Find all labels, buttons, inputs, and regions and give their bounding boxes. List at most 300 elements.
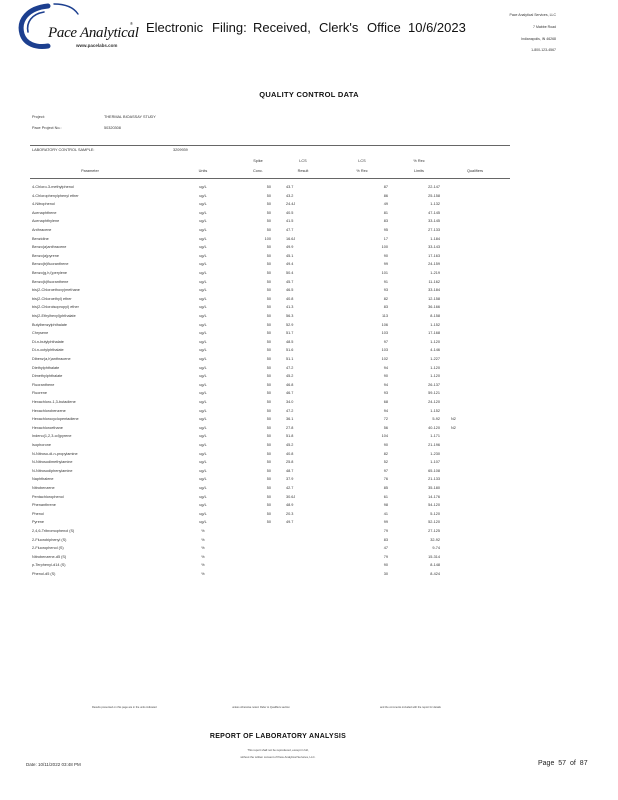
lcs-result-cell: 24.4J (286, 202, 296, 207)
parameter-cell: Benzo(b)fluoranthene (32, 262, 69, 267)
pct-rec-cell: 90 (383, 253, 388, 258)
col-header-lcs: LCS (299, 159, 307, 163)
pct-rec-cell: 93 (383, 288, 388, 293)
lcs-result-cell: 16.6J (286, 236, 296, 241)
table-row (0, 372, 618, 381)
table-row (0, 269, 618, 278)
units-cell: ug/L (199, 322, 207, 327)
spike-conc-cell: 100 (264, 236, 271, 241)
rec-limits-cell: 14-176 (428, 494, 440, 499)
lcs-result-cell: 46.7 (286, 391, 294, 396)
rec-limits-cell: 1-171 (430, 434, 440, 439)
pct-rec-cell: 17 (383, 236, 388, 241)
units-cell: % (201, 529, 205, 533)
rec-limits-cell: 1-219 (430, 271, 440, 275)
disclaimer-line-1: This report shall not be reproduced, except in full, (247, 748, 309, 752)
rec-limits-cell: 59-121 (428, 391, 440, 396)
units-cell: ug/L (199, 486, 207, 490)
spike-conc-cell: 50 (266, 193, 271, 198)
rec-limits-cell: 22-147 (428, 185, 440, 189)
pct-rec-cell: 83 (383, 219, 388, 224)
units-cell: ug/L (199, 400, 207, 404)
parameter-cell: Phenol-d5 (S) (32, 572, 56, 576)
table-row (0, 536, 618, 545)
units-cell: ug/L (199, 210, 207, 215)
table-row (0, 458, 618, 467)
project-label: Project: (32, 115, 45, 119)
lcs-result-cell: 47.2 (286, 408, 294, 413)
table-row (0, 260, 618, 269)
lcs-result-cell: 41.3 (286, 305, 294, 310)
spike-conc-cell: 50 (266, 202, 271, 207)
table-row (0, 346, 618, 355)
spike-conc-cell: 50 (266, 253, 271, 258)
spike-conc-cell: 50 (266, 348, 271, 353)
units-cell: ug/L (199, 236, 207, 241)
pct-rec-cell: 68 (383, 400, 388, 404)
pct-rec-cell: 99 (383, 520, 388, 525)
lcs-result-cell: 20.3 (286, 511, 294, 516)
trademark-symbol: ® (130, 21, 133, 26)
parameter-cell: Naphthalene (32, 477, 54, 482)
parameter-cell: bis(2-Chloroethyl) ether (32, 296, 72, 301)
company-name: Pace Analytical Services, LLC (509, 13, 556, 17)
units-cell: ug/L (199, 451, 207, 456)
lcs-result-cell: 40.8 (286, 296, 294, 301)
table-row (0, 226, 618, 235)
parameter-cell: bis(2-Ethylhexyl)phthalate (32, 314, 76, 318)
note-text-3: and the comments included with the report for details (380, 706, 441, 709)
rec-limits-cell: 15-314 (428, 554, 440, 559)
parameter-cell: Benzo(g,h,i)perylene (32, 271, 68, 275)
note-text-2: unless otherwise noted. Refer to Qualifiers section (232, 706, 290, 709)
pct-rec-cell: 61 (383, 494, 388, 499)
spike-conc-cell: 50 (266, 425, 271, 430)
units-cell: ug/L (199, 434, 207, 439)
rec-limits-cell: 1-107 (430, 460, 440, 465)
rec-limits-cell: 52-120 (428, 520, 440, 525)
table-row (0, 518, 618, 527)
lcs-sample-id: 3209939 (173, 148, 188, 152)
pct-rec-cell: 86 (383, 193, 388, 198)
table-row (0, 415, 618, 424)
lcs-result-cell: 48.9 (286, 503, 294, 508)
units-cell: ug/L (199, 279, 207, 284)
units-cell: % (201, 563, 205, 568)
parameter-cell: Benzidine (32, 236, 49, 241)
filing-date: 10/6/2023 (408, 20, 466, 35)
filing-word-office: Office (367, 20, 401, 35)
pct-rec-cell: 103 (381, 348, 388, 353)
pct-rec-cell: 82 (383, 451, 388, 456)
units-cell: ug/L (199, 228, 207, 232)
rec-limits-cell: 1-120 (430, 339, 440, 344)
spike-conc-cell: 50 (266, 451, 271, 456)
lcs-result-cell: 45.1 (286, 253, 294, 258)
lcs-result-cell: 36.1 (286, 417, 294, 422)
lcs-result-cell: 51.7 (286, 331, 294, 336)
parameter-cell: Pyrene (32, 520, 45, 525)
units-cell: ug/L (199, 408, 207, 413)
pct-rec-cell: 101 (381, 271, 388, 275)
rec-limits-cell: 24-159 (428, 262, 440, 267)
rec-limits-cell: 33-184 (428, 288, 440, 293)
lcs-result-cell: 48.5 (286, 339, 294, 344)
lcs-result-cell: 47.2 (286, 365, 294, 370)
rec-limits-cell: 27-125 (428, 529, 440, 533)
header-divider (30, 178, 510, 179)
table-row (0, 303, 618, 312)
pct-rec-cell: 87 (383, 185, 388, 189)
lcs-result-cell: 30.6J (286, 494, 296, 499)
units-cell: ug/L (199, 468, 207, 473)
spike-conc-cell: 50 (266, 434, 271, 439)
rec-limits-cell: 11-162 (428, 279, 440, 284)
table-row (0, 209, 618, 218)
table-row (0, 338, 618, 347)
units-cell: ug/L (199, 520, 207, 525)
units-cell: ug/L (199, 391, 207, 396)
col-header-result: Result (297, 169, 309, 173)
spike-conc-cell: 50 (266, 288, 271, 293)
parameter-cell: Dimethylphthalate (32, 374, 63, 379)
parameter-cell: Anthracene (32, 228, 52, 232)
rec-limits-cell: 5-120 (430, 511, 440, 516)
units-cell: ug/L (199, 417, 207, 422)
rec-limits-cell: 1-184 (430, 236, 440, 241)
table-row (0, 544, 618, 553)
units-cell: ug/L (199, 365, 207, 370)
table-row (0, 286, 618, 295)
pct-rec-cell: 99 (383, 262, 388, 267)
spike-conc-cell: 50 (266, 511, 271, 516)
parameter-cell: Nitrobenzene (32, 486, 55, 490)
spike-conc-cell: 50 (266, 365, 271, 370)
report-title: REPORT OF LABORATORY ANALYSIS (209, 733, 347, 740)
units-cell: ug/L (199, 288, 207, 293)
lcs-result-cell: 43.7 (286, 185, 294, 189)
spike-conc-cell: 50 (266, 322, 271, 327)
parameter-cell: 4-Chlorophenylphenyl ether (32, 193, 79, 198)
rec-limits-cell: 36-166 (428, 305, 440, 310)
spike-conc-cell: 50 (266, 486, 271, 490)
units-cell: ug/L (199, 202, 207, 207)
units-cell: ug/L (199, 314, 207, 318)
pct-rec-cell: 98 (383, 503, 388, 508)
filing-word-filing: Filing: (212, 20, 247, 35)
table-row (0, 493, 618, 502)
parameter-cell: 2-Fluorophenol (S) (32, 546, 64, 551)
spike-conc-cell: 50 (266, 245, 271, 250)
table-row (0, 553, 618, 562)
spike-conc-cell: 50 (266, 357, 271, 361)
rec-limits-cell: 1-132 (430, 202, 440, 207)
table-row (0, 235, 618, 244)
table-row (0, 475, 618, 484)
table-row (0, 561, 618, 570)
rec-limits-cell: 1-152 (430, 408, 440, 413)
rec-limits-cell: 33-143 (428, 245, 440, 250)
lcs-result-cell: 37.9 (286, 477, 294, 482)
spike-conc-cell: 50 (266, 520, 271, 525)
units-cell: ug/L (199, 425, 207, 430)
parameter-cell: N-Nitrosodimethylamine (32, 460, 73, 465)
lcs-result-cell: 41.5 (286, 219, 294, 224)
spike-conc-cell: 50 (266, 374, 271, 379)
parameter-cell: Di-n-butylphthalate (32, 339, 64, 344)
table-row (0, 424, 618, 433)
col-header-lcs-rec: LCS (358, 159, 366, 163)
spike-conc-cell: 50 (266, 494, 271, 499)
filing-word-received: Received, (253, 20, 311, 35)
parameter-cell: 4-Nitrophenol (32, 202, 55, 207)
parameter-cell: Indeno(1,2,3-cd)pyrene (32, 434, 72, 439)
lcs-result-cell: 56.3 (286, 314, 294, 318)
spike-conc-cell: 50 (266, 477, 271, 482)
company-address: 7 Mabbe Road (533, 25, 556, 29)
table-row (0, 355, 618, 364)
table-row (0, 217, 618, 226)
spike-conc-cell: 50 (266, 339, 271, 344)
table-row (0, 484, 618, 493)
pct-rec-cell: 82 (383, 296, 388, 301)
table-row (0, 312, 618, 321)
pct-rec-cell: 90 (383, 563, 388, 568)
parameter-cell: Diethylphthalate (32, 365, 60, 370)
lcs-result-cell: 34.0 (286, 400, 294, 404)
pace-project-no-value: 50320308 (104, 126, 121, 130)
lcs-result-cell: 25.8 (286, 460, 294, 465)
table-row (0, 450, 618, 459)
units-cell: ug/L (199, 477, 207, 482)
parameter-cell: N-Nitroso-di-n-propylamine (32, 451, 78, 456)
rec-limits-cell: 17-163 (428, 253, 440, 258)
units-cell: ug/L (199, 382, 207, 387)
table-row (0, 243, 618, 252)
spike-conc-cell: 50 (266, 279, 271, 284)
spike-conc-cell: 50 (266, 305, 271, 310)
parameter-cell: Di-n-octylphthalate (32, 348, 64, 353)
spike-conc-cell: 50 (266, 314, 271, 318)
spike-conc-cell: 50 (266, 417, 271, 422)
rec-limits-cell: 12-158 (428, 296, 440, 301)
filing-word-electronic: Electronic (146, 20, 204, 35)
table-row (0, 183, 618, 192)
units-cell: ug/L (199, 253, 207, 258)
pct-rec-cell: 94 (383, 365, 388, 370)
spike-conc-cell: 50 (266, 271, 271, 275)
rec-limits-cell: 1-230 (430, 451, 440, 456)
lcs-result-cell: 40.5 (286, 210, 294, 215)
lcs-result-cell: 52.9 (286, 322, 294, 327)
parameter-cell: Benzo(k)fluoranthene (32, 279, 69, 284)
pct-rec-cell: 106 (381, 322, 388, 327)
parameter-cell: Fluorene (32, 391, 47, 396)
lcs-result-cell: 40.8 (286, 451, 294, 456)
lcs-result-cell: 45.7 (286, 279, 294, 284)
pct-rec-cell: 52 (383, 460, 388, 465)
col-header-spike: Spike (253, 159, 263, 163)
parameter-cell: bis(2-Chloroisopropyl) ether (32, 305, 79, 310)
table-row (0, 467, 618, 476)
table-row (0, 510, 618, 519)
parameter-cell: Benzo(a)pyrene (32, 253, 60, 258)
table-row (0, 200, 618, 209)
lcs-result-cell: 49.9 (286, 245, 294, 250)
table-row (0, 278, 618, 287)
rec-limits-cell: 35-180 (428, 486, 440, 490)
pct-rec-cell: 97 (383, 468, 388, 473)
parameter-cell: Hexachlorocyclopentadiene (32, 417, 79, 422)
filing-word-clerks: Clerk's (319, 20, 359, 35)
rec-limits-cell: 40-120 (428, 425, 440, 430)
pct-rec-cell: 100 (381, 245, 388, 250)
units-cell: ug/L (199, 262, 207, 267)
rec-limits-cell: 26-137 (428, 382, 440, 387)
rec-limits-cell: 21-196 (428, 443, 440, 447)
lcs-label: LABORATORY CONTROL SAMPLE: (32, 148, 95, 152)
parameter-cell: bis(2-Chloroethoxy)methane (32, 288, 80, 293)
units-cell: ug/L (199, 305, 207, 310)
pct-rec-cell: 81 (383, 210, 388, 215)
lcs-result-cell: 46.8 (286, 382, 294, 387)
parameter-cell: Phenol (32, 511, 44, 516)
project-value: THERMAL BIOASSAY STUDY (104, 115, 156, 119)
pct-rec-cell: 91 (383, 279, 388, 284)
units-cell: % (201, 572, 205, 576)
lcs-result-cell: 47.7 (286, 228, 294, 232)
rec-limits-cell: 54-120 (428, 503, 440, 508)
table-row (0, 389, 618, 398)
footer-date: Date: 10/11/2022 03:48 PM (26, 762, 81, 767)
parameter-cell: 2,4,6-Tribromophenol (S) (32, 529, 75, 533)
units-cell: ug/L (199, 245, 207, 250)
parameter-cell: 2-Fluorobiphenyl (S) (32, 537, 67, 542)
parameter-cell: Butylbenzylphthalate (32, 322, 68, 327)
col-header-limits: Limits (414, 169, 424, 173)
parameter-cell: 4-Chloro-3-methylphenol (32, 185, 74, 189)
units-cell: ug/L (199, 331, 207, 336)
rec-limits-cell: 47-145 (428, 210, 440, 215)
parameter-cell: Isophorone (32, 443, 51, 447)
rec-limits-cell: 8-158 (430, 314, 440, 318)
lcs-result-cell: 42.7 (286, 486, 294, 490)
units-cell: ug/L (199, 193, 207, 198)
pct-rec-cell: 72 (383, 417, 388, 422)
units-cell: ug/L (199, 511, 207, 516)
units-cell: % (201, 554, 205, 559)
rec-limits-cell: 4-146 (430, 348, 440, 353)
table-row (0, 407, 618, 416)
pct-rec-cell: 94 (383, 382, 388, 387)
pct-rec-cell: 83 (383, 305, 388, 310)
table-row (0, 441, 618, 450)
spike-conc-cell: 50 (266, 185, 271, 189)
pct-rec-cell: 95 (383, 228, 388, 232)
rec-limits-cell: 1-120 (430, 365, 440, 370)
rec-limits-cell: 32-92 (430, 537, 440, 542)
units-cell: ug/L (199, 339, 207, 344)
lcs-result-cell: 46.5 (286, 288, 294, 293)
lcs-result-cell: 48.7 (286, 468, 294, 473)
pct-rec-cell: 85 (383, 486, 388, 490)
table-row (0, 381, 618, 390)
qualifier-cell: N2 (451, 417, 456, 422)
pct-rec-cell: 83 (383, 537, 388, 542)
lcs-result-cell: 43.2 (286, 193, 294, 198)
pct-rec-cell: 103 (381, 331, 388, 336)
lcs-result-cell: 51.8 (286, 434, 294, 439)
spike-conc-cell: 50 (266, 262, 271, 267)
units-cell: ug/L (199, 219, 207, 224)
rec-limits-cell: 24-120 (428, 400, 440, 404)
company-website: www.pacelabs.com (76, 43, 118, 48)
spike-conc-cell: 50 (266, 382, 271, 387)
parameter-cell: Phenanthrene (32, 503, 56, 508)
col-header-parameter: Parameter (81, 169, 99, 173)
qualifier-cell: N2 (451, 425, 456, 430)
spike-conc-cell: 50 (266, 228, 271, 232)
units-cell: ug/L (199, 494, 207, 499)
spike-conc-cell: 50 (266, 408, 271, 413)
pct-rec-cell: 90 (383, 374, 388, 379)
table-row (0, 329, 618, 338)
col-header-conc: Conc. (253, 169, 263, 173)
page-title: QUALITY CONTROL DATA (259, 90, 359, 99)
pct-rec-cell: 97 (383, 339, 388, 344)
note-text-1: Results presented on this page are in the units indicated (92, 706, 157, 709)
table-row (0, 252, 618, 261)
pct-rec-cell: 104 (381, 434, 388, 439)
pct-rec-cell: 94 (383, 408, 388, 413)
col-header-qualifiers: Qualifiers (466, 169, 484, 173)
pct-rec-cell: 47 (383, 546, 388, 551)
units-cell: ug/L (199, 443, 207, 447)
table-row (0, 501, 618, 510)
parameter-cell: Hexachlorobenzene (32, 408, 66, 413)
rec-limits-cell: 65-108 (428, 468, 440, 473)
lcs-result-cell: 50.4 (286, 271, 294, 275)
pct-rec-cell: 76 (383, 477, 388, 482)
parameter-cell: Pentachlorophenol (32, 494, 64, 499)
lcs-result-cell: 45.2 (286, 443, 294, 447)
col-header-rec-limits-1: % Rec (413, 159, 425, 163)
parameter-cell: Acenaphthene (32, 210, 57, 215)
spike-conc-cell: 50 (266, 468, 271, 473)
col-header-pct-rec: % Rec (356, 169, 368, 173)
pct-rec-cell: 56 (383, 425, 388, 430)
rec-limits-cell: 5-92 (432, 417, 440, 422)
pct-rec-cell: 30 (383, 572, 388, 576)
rec-limits-cell: 33-145 (428, 219, 440, 224)
spike-conc-cell: 50 (266, 210, 271, 215)
rec-limits-cell: 9-74 (432, 546, 440, 551)
table-row (0, 321, 618, 330)
parameter-cell: Nitrobenzene-d5 (S) (32, 554, 67, 559)
section-divider (30, 145, 510, 146)
units-cell: ug/L (199, 374, 207, 379)
table-row (0, 364, 618, 373)
rec-limits-cell: 17-168 (428, 331, 440, 336)
pct-rec-cell: 41 (383, 511, 388, 516)
units-cell: ug/L (199, 357, 207, 361)
units-cell: ug/L (199, 271, 207, 275)
company-city: Indianapolis, IN 46268 (521, 37, 556, 41)
pct-rec-cell: 93 (383, 391, 388, 396)
lcs-result-cell: 51.1 (286, 357, 294, 361)
parameter-cell: Fluoranthene (32, 382, 55, 387)
units-cell: % (201, 537, 205, 542)
